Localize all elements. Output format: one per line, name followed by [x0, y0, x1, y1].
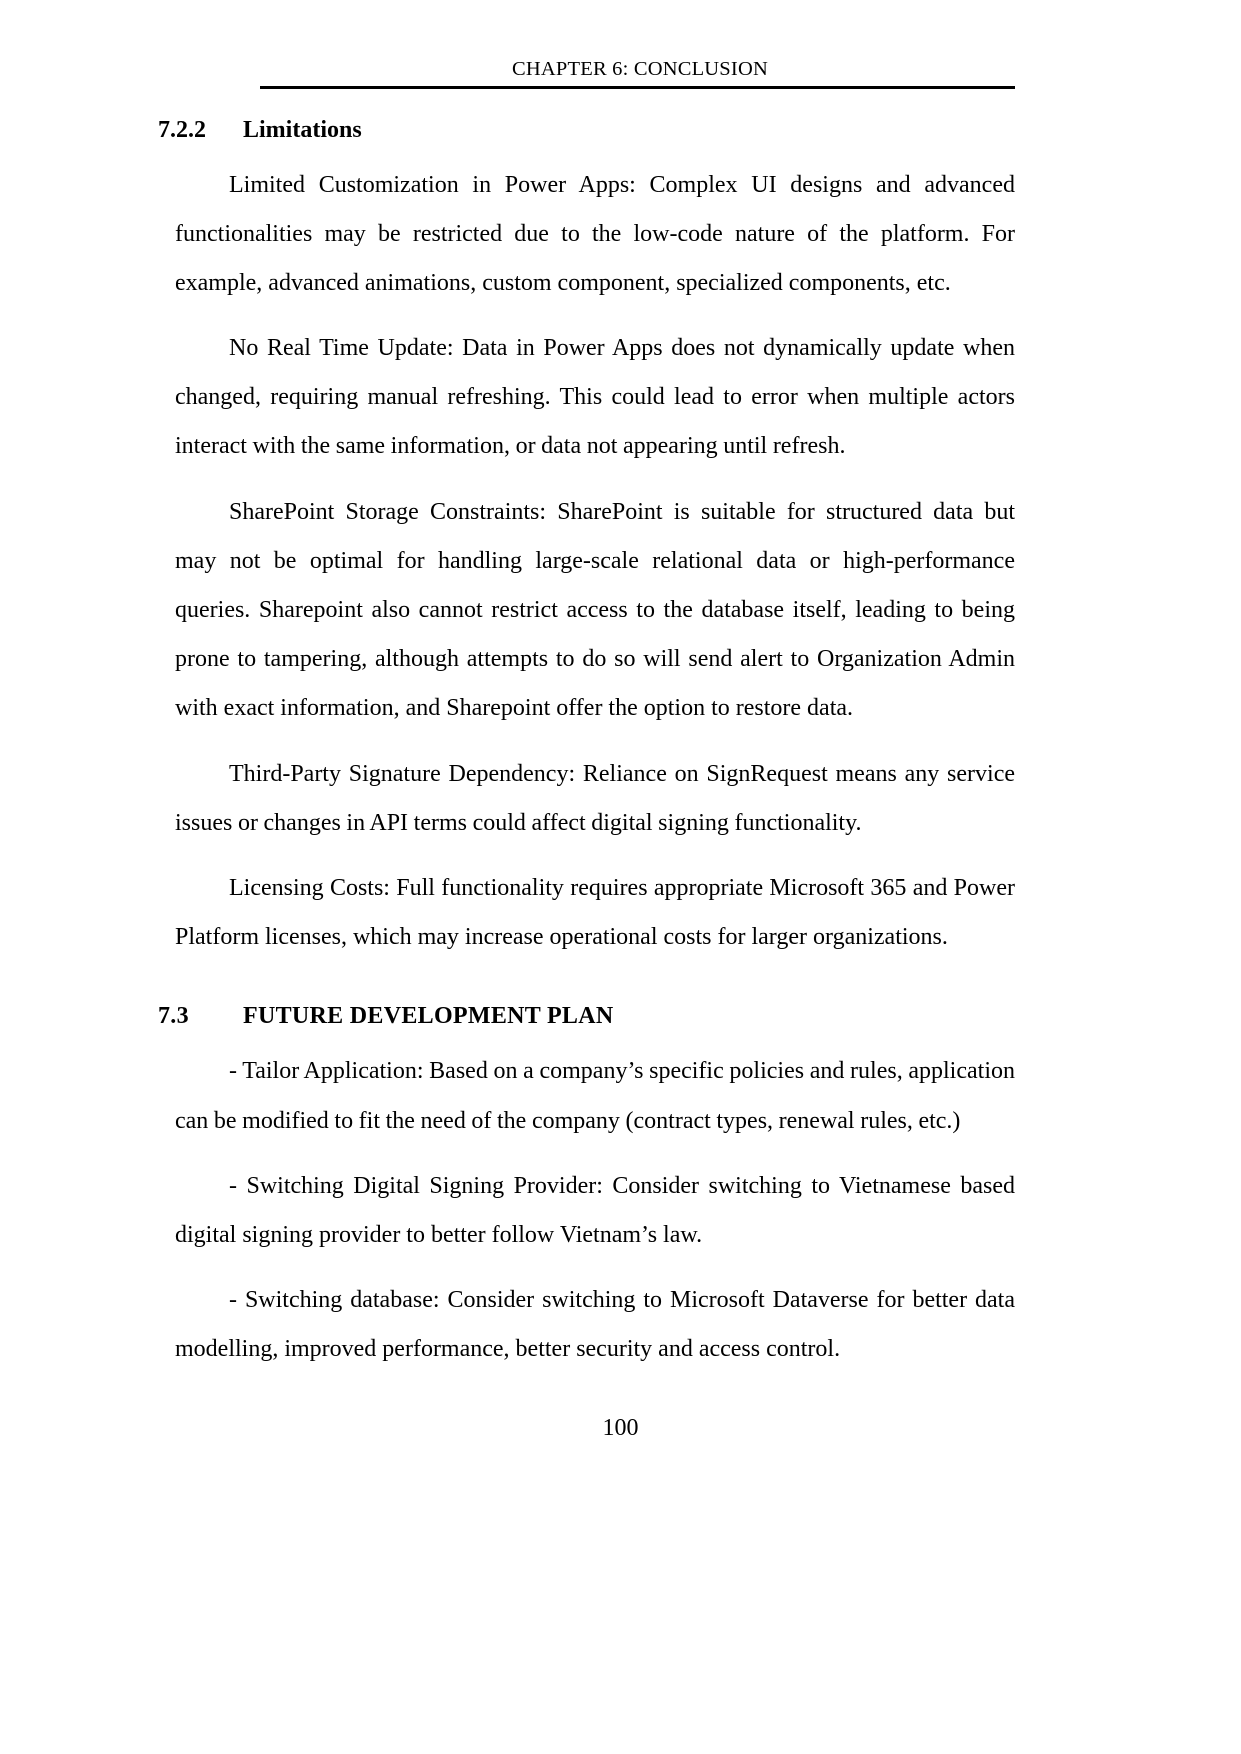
header-divider — [260, 86, 1015, 89]
paragraph-switching-database: - Switching database: Consider switching to Microsoft Dataverse for better data modelling, improved performance, better security and access control. — [175, 1287, 1015, 1363]
heading-limitations-title: Limitations — [243, 116, 362, 143]
heading-future-development-title: FUTURE DEVELOPMENT PLAN — [243, 1003, 614, 1030]
page-number: 100 — [602, 1415, 639, 1441]
paragraph-sharepoint-storage-constraints: SharePoint Storage Constraints: SharePoint is suitable for structured data but may not be optimal for handling large-scale relational data or high-performance queries. Sharepoint also cannot restrict access to the database itself, leading to being prone to tampering, although attempts to do so will send alert to Organization Admin with exact information, and Sharepoint offer the option to restore data. — [175, 498, 1015, 722]
running-header-text: CHAPTER 6: CONCLUSION — [512, 58, 768, 80]
heading-future-development-plan — [158, 1001, 1015, 1031]
paragraph-tailor-application: - Tailor Application: Based on a company’s specific policies and rules, application can be modified to fit the need of the company (contract types, renewal rules, etc.) — [175, 1058, 1015, 1134]
paragraph-licensing-costs: Licensing Costs: Full functionality requires appropriate Microsoft 365 and Power Platform licenses, which may increase operational costs for larger organizations. — [175, 874, 1015, 951]
paragraph-no-real-time-update: No Real Time Update: Data in Power Apps does not dynamically update when changed, requiring manual refreshing. This could lead to error when multiple actors interact with the same information, or data not appearing until refresh. — [175, 335, 1015, 460]
heading-future-development-number: 7.3 — [158, 1003, 189, 1030]
page-content — [158, 0, 1015, 1374]
paragraph-switching-digital-signing-provider: - Switching Digital Signing Provider: Consider switching to Vietnamese based digital signing provider to better follow Vietnam’s law. — [175, 1172, 1015, 1248]
paragraph-third-party-signature-dependency: Third-Party Signature Dependency: Reliance on SignRequest means any service issues or changes in API terms could affect digital signing functionality. — [175, 760, 1015, 836]
paragraph-limited-customization: Limited Customization in Power Apps: Complex UI designs and advanced functionalities may be restricted due to the low-code nature of the platform. For example, advanced animations, custom component, specialized components, etc. — [175, 171, 1015, 296]
running-header — [175, 0, 1015, 89]
heading-limitations — [158, 115, 1015, 145]
heading-limitations-number: 7.2.2 — [158, 116, 206, 143]
